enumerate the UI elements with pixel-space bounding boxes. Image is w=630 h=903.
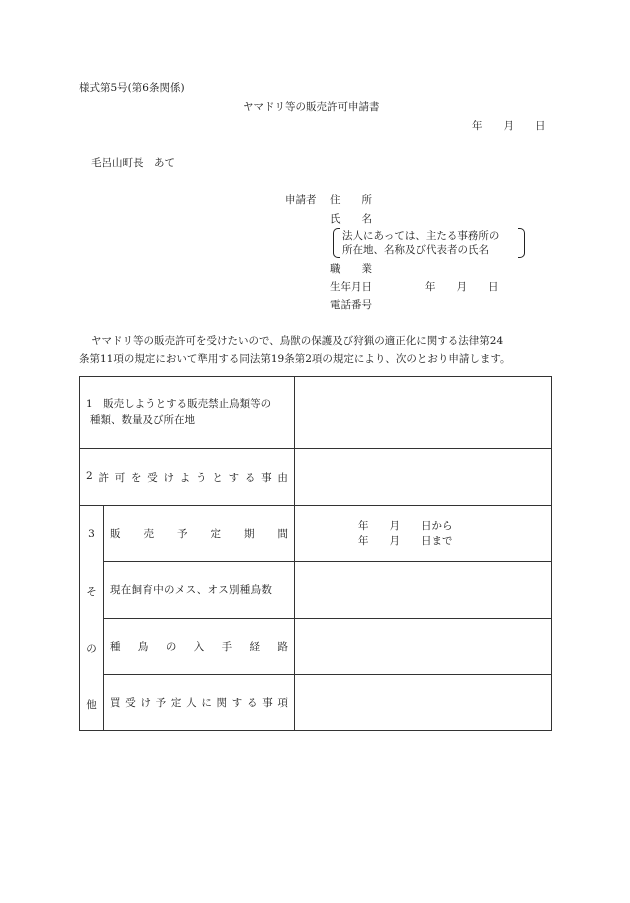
body-text-line1: ヤマドリ等の販売許可を受けたいので、鳥獣の保護及び狩猟の適正化に関する法律第24 (91, 335, 504, 347)
other-side-char: の (86, 643, 97, 655)
reason-char: 事 (261, 471, 272, 484)
reason-char: 受 (147, 471, 158, 484)
species-label-line1: 1 販売しようとする販売禁止鳥類等の (86, 398, 272, 411)
buyer-value-cell[interactable] (295, 674, 552, 730)
breeding-count-label: 現在飼育中のメス、オス別種鳥数 (110, 584, 273, 597)
acquisition-char: 入 (193, 640, 205, 653)
sale-period-char: 販 (110, 528, 121, 541)
reason-char: す (228, 471, 240, 484)
corporate-note (333, 228, 525, 258)
buyer-char: に (201, 696, 212, 709)
buyer-label-cell (104, 674, 295, 730)
sale-period-char: 間 (277, 528, 288, 541)
reason-label-cell (80, 449, 295, 506)
buyer-char: 人 (186, 696, 197, 709)
sale-period-char: 定 (210, 528, 221, 541)
reason-char: 由 (277, 471, 288, 484)
buyer-label (104, 695, 294, 710)
acquisition-label-cell (104, 618, 295, 674)
reason-char: う (196, 471, 207, 484)
breeding-count-label-cell (104, 562, 295, 618)
acquisition-char: 路 (277, 640, 288, 653)
acquisition-char: の (165, 640, 177, 653)
buyer-char: け (140, 696, 151, 709)
other-side-cell (80, 506, 104, 731)
buyer-char: 受 (125, 696, 136, 709)
applicant-birthdate-fields: 年 月 日 (425, 281, 499, 293)
reason-char: る (244, 471, 256, 484)
breeding-count-value-cell[interactable] (295, 562, 552, 618)
applicant-phone-label: 電話番号 (330, 299, 372, 311)
sale-period-char: 期 (244, 528, 255, 541)
bracket-right (518, 228, 525, 258)
other-side-char: そ (86, 586, 97, 598)
acquisition-char: 鳥 (137, 640, 149, 653)
corporate-note-line2: 所在地、名称及び代表者の氏名 (342, 244, 489, 256)
buyer-char: 買 (110, 696, 121, 709)
sale-period-char: 売 (143, 528, 154, 541)
bracket-left (333, 228, 340, 258)
addressee: 毛呂山町長 あて (91, 157, 175, 169)
reason-char: 2 (86, 469, 93, 482)
buyer-char: る (246, 696, 258, 709)
sale-period-from: 年 月 日から (358, 519, 453, 532)
table-row-sale-period (80, 506, 552, 562)
species-label-cell (80, 377, 295, 449)
reason-char: け (163, 471, 175, 484)
buyer-char: す (231, 696, 243, 709)
reason-char: を (130, 471, 142, 484)
applicant-address-label: 住 所 (330, 194, 372, 206)
species-value-cell[interactable] (295, 377, 552, 449)
acquisition-char: 種 (110, 640, 121, 653)
reason-label (80, 470, 294, 485)
buyer-char: 事 (262, 696, 273, 709)
applicant-birthdate-label: 生年月日 (330, 281, 372, 293)
date-line: 年 月 日 (472, 120, 546, 132)
reason-value-cell[interactable] (295, 449, 552, 506)
table-row-species (80, 377, 552, 449)
applicant-name-label: 氏 名 (330, 213, 372, 225)
sale-period-label (104, 526, 294, 541)
other-side-char: 他 (86, 699, 97, 711)
sale-period-char: 予 (177, 528, 188, 541)
table-row-buyer (80, 674, 552, 730)
species-label-line2: 種類、数量及び所在地 (90, 413, 195, 426)
form-number: 様式第5号(第6条関係) (79, 82, 185, 94)
table-row-acquisition (80, 618, 552, 674)
buyer-char: 関 (216, 696, 228, 709)
page-title: ヤマドリ等の販売許可申請書 (243, 101, 380, 113)
acquisition-char: 手 (221, 640, 233, 653)
other-side-char: 3 (88, 528, 95, 540)
sale-period-to: 年 月 日まで (358, 534, 453, 547)
reason-char: と (212, 471, 223, 484)
reason-char: 許 (98, 471, 109, 484)
acquisition-label (104, 639, 294, 654)
buyer-char: 定 (170, 696, 182, 709)
sale-period-label-cell (104, 506, 295, 562)
acquisition-value-cell[interactable] (295, 618, 552, 674)
reason-char: 可 (114, 471, 126, 484)
acquisition-char: 経 (249, 640, 261, 653)
table-row-breeding-count (80, 562, 552, 618)
buyer-char: 項 (277, 696, 288, 709)
application-table (79, 376, 552, 731)
applicant-occupation-label: 職 業 (330, 263, 372, 275)
sale-period-value-cell[interactable] (295, 506, 552, 562)
body-text-line2: 条第11項の規定において準用する同法第19条第2項の規定により、次のとおり申請します。 (79, 353, 511, 365)
corporate-note-line1: 法人にあっては、主たる事務所の (342, 230, 500, 242)
reason-char: よ (179, 471, 191, 484)
table-row-reason (80, 449, 552, 506)
buyer-char: 予 (155, 696, 167, 709)
applicant-label: 申請者 (285, 194, 317, 206)
